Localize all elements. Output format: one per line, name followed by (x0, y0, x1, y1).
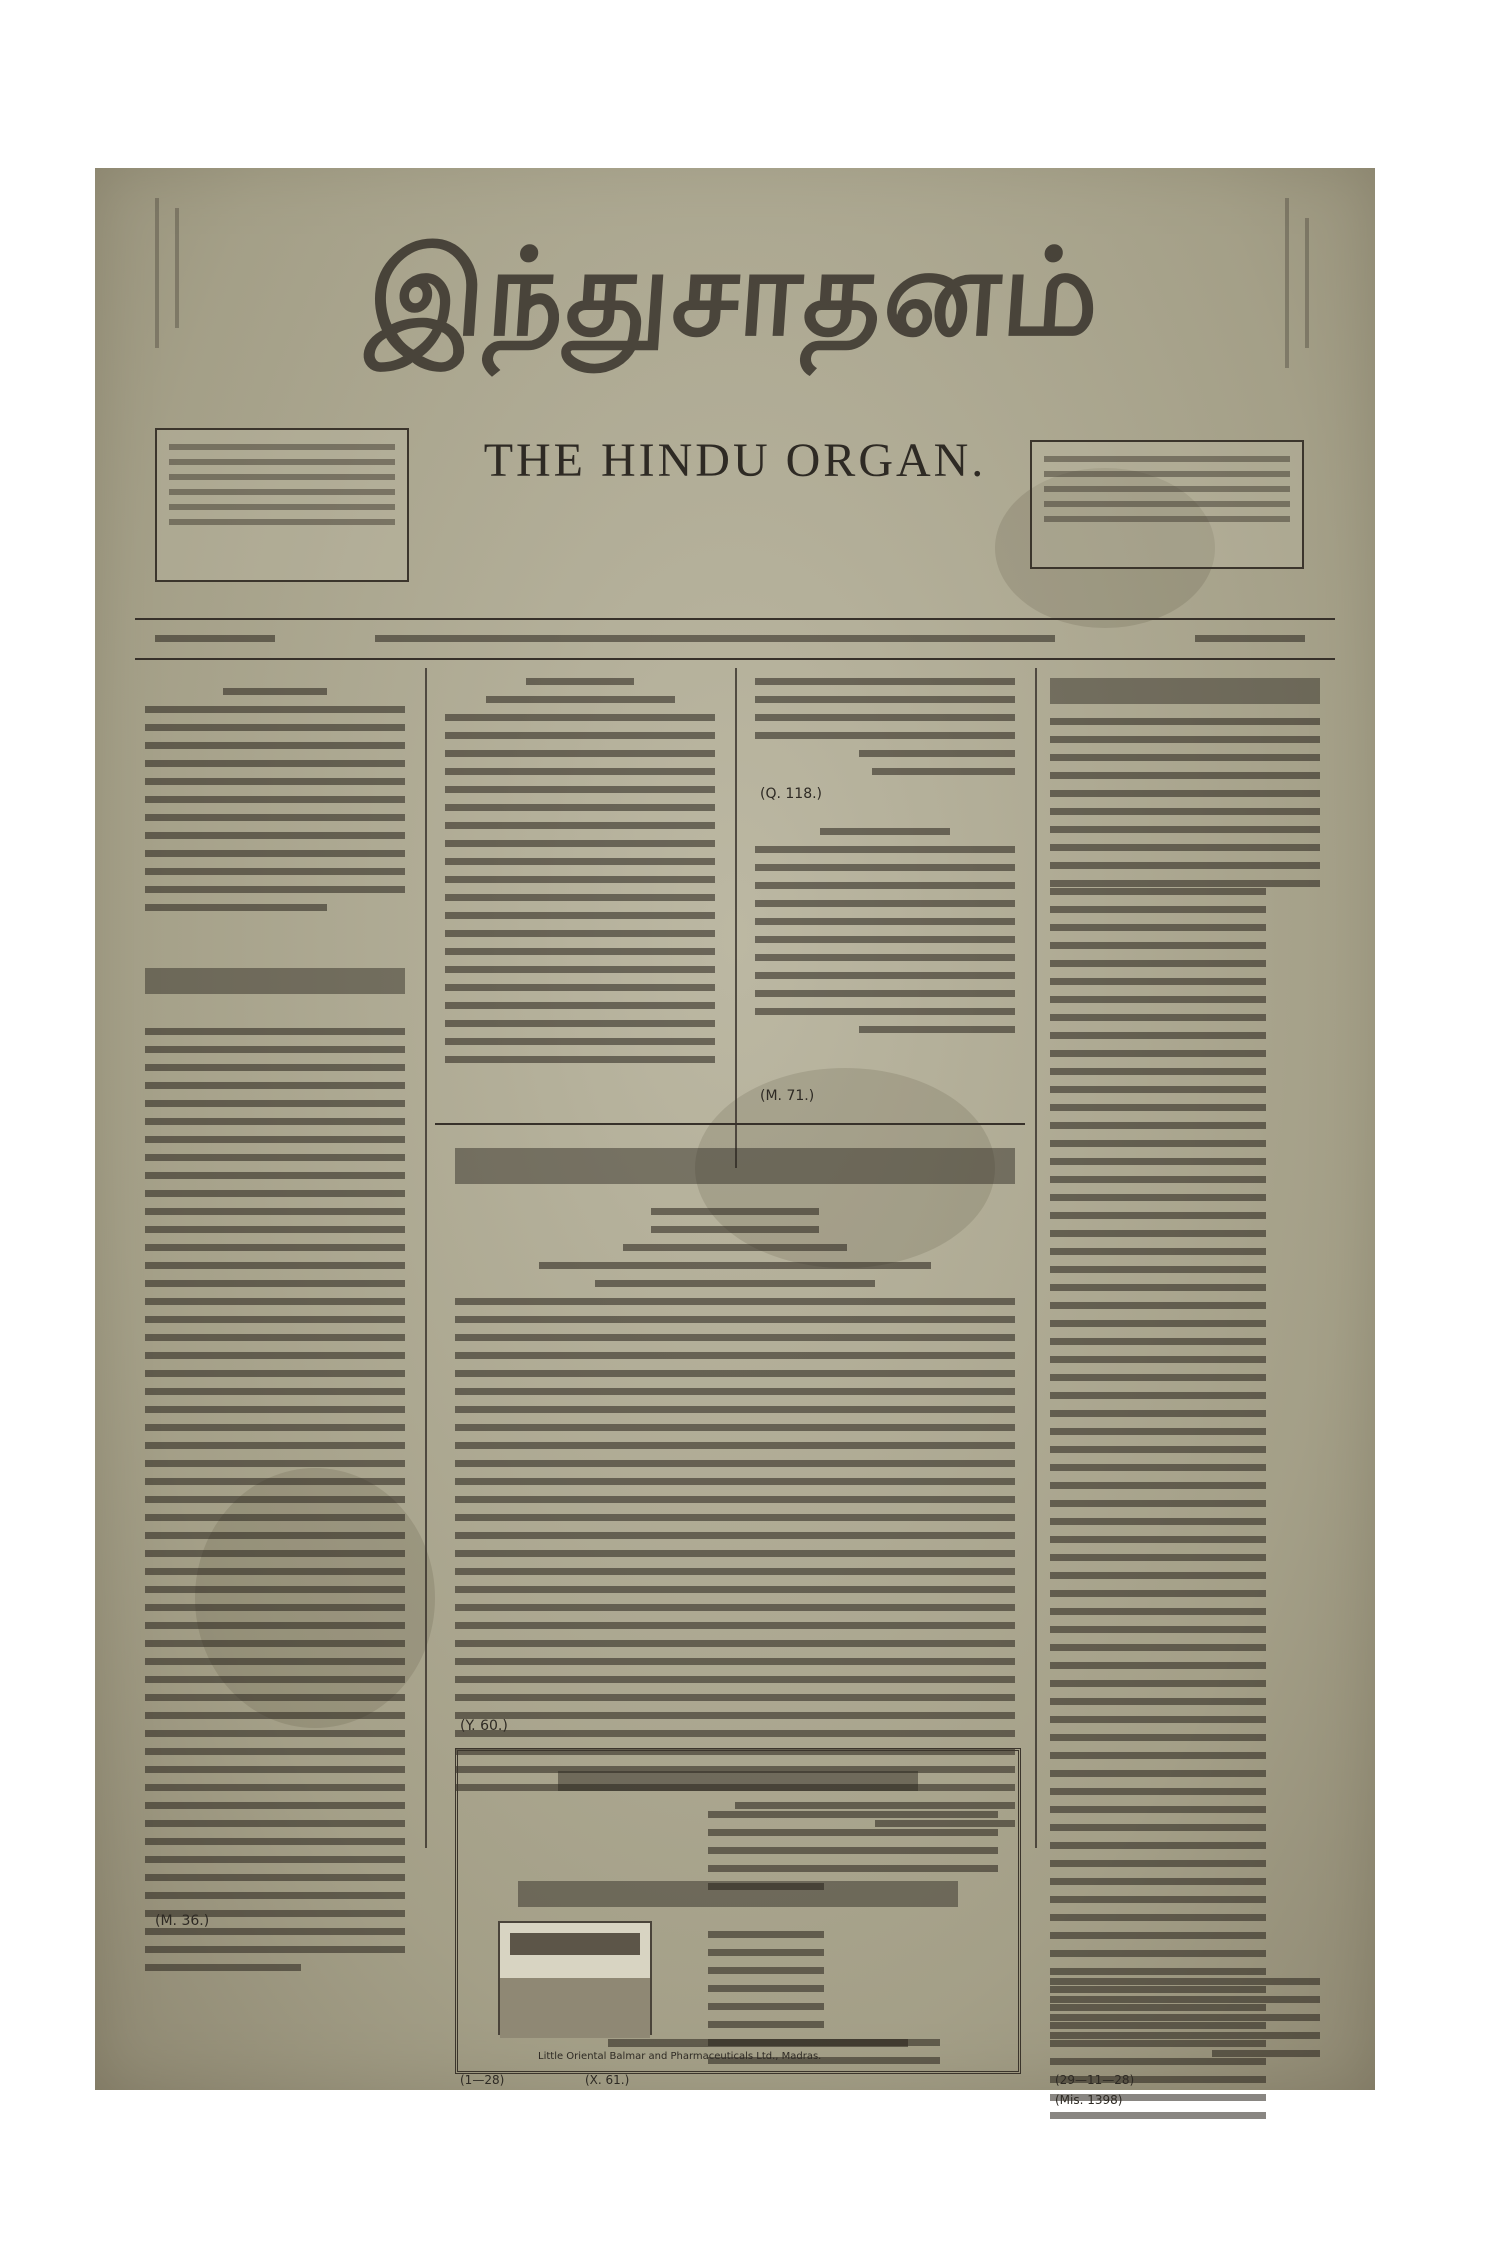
tag-m36: (M. 36.) (155, 1913, 210, 1929)
left-margin-note (145, 198, 205, 378)
advertisement-rates-box (1030, 440, 1304, 569)
tag-y60: (Y. 60.) (460, 1718, 508, 1734)
right-column-footer (1050, 1978, 1320, 2068)
tag-date-right: (29—11—28) (1055, 2073, 1135, 2087)
dateline (135, 622, 1335, 656)
article-text-col1 (145, 1028, 405, 1982)
right-column-heading (1050, 678, 1320, 704)
notice-text-col3b (755, 828, 1015, 1044)
right-margin-note (1275, 198, 1335, 378)
subscription-rates-box (155, 428, 409, 582)
article-text-col2 (445, 678, 715, 1074)
balm-tin-image (498, 1921, 652, 2035)
center-block-text (455, 1208, 1015, 1838)
auction-list (1050, 888, 1320, 2130)
column-divider (425, 668, 427, 1848)
column-divider (735, 668, 737, 1168)
ad-product-name (518, 1881, 958, 1907)
tag-1-28: (1—28) (460, 2073, 505, 2087)
dateline-bottom-rule (135, 658, 1335, 660)
tag-m71: (M. 71.) (760, 1088, 815, 1104)
notice-text-col3 (755, 678, 1015, 786)
poem-block (145, 688, 405, 922)
dateline-top-rule (135, 618, 1335, 620)
column-divider (1035, 668, 1037, 1848)
tamil-logo-title: இந்துசாதனம் (364, 222, 1106, 363)
tag-q: (Q. 118.) (760, 786, 823, 802)
tag-mis: (Mis. 1398) (1055, 2093, 1123, 2107)
article-heading-1 (145, 968, 405, 994)
center-block-rule (435, 1123, 1025, 1125)
right-column-intro (1050, 718, 1320, 898)
center-block-heading (455, 1148, 1015, 1184)
newspaper-scan (95, 168, 1375, 2107)
ad-maker: Little Oriental Balmar and Pharmaceuticals Ltd., Madras. (538, 2051, 822, 2062)
tag-x61: (X. 61.) (585, 2073, 630, 2087)
masthead (325, 193, 1145, 487)
english-title: THE HINDU ORGAN. (483, 434, 987, 487)
balm-advertisement (455, 1748, 1021, 2074)
